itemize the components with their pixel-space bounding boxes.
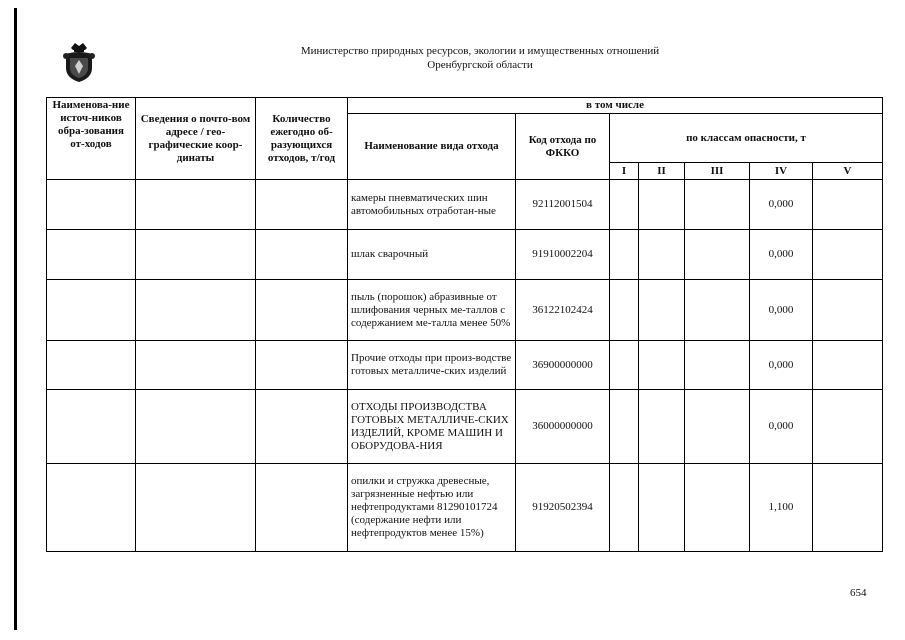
header-waste-name: Наименование вида отхода [348,114,516,180]
header-class-iii: III [685,163,750,180]
waste-name-cell: шлак сварочный [348,230,516,280]
class-iv-cell: 0,000 [750,230,813,280]
header-quantity: Количество ежегодно об-разующихся отходов, т/год [256,98,348,180]
header-fkko-code: Код отхода по ФККО [516,114,610,180]
page-number: 654 [850,587,867,599]
table-row [47,230,883,280]
ministry-line-1: Министерство природных ресурсов, экологии и имущественных отношений [300,45,660,57]
header-class-iv: IV [750,163,813,180]
class-iv-cell: 0,000 [750,180,813,230]
table-row [47,464,883,552]
class-iv-cell: 0,000 [750,390,813,464]
ministry-header [250,44,710,72]
fkko-code-cell: 91910002204 [516,230,610,280]
header-class-i: I [610,163,639,180]
ministry-line-2: Оренбургской области [427,59,533,71]
table-row [47,280,883,341]
fkko-code-cell: 36000000000 [516,390,610,464]
waste-name-cell: опилки и стружка древесные, загрязненные нефтью или нефтепродуктами 81290101724 (содержание нефти или нефтепродуктов менее 15%) [348,464,516,552]
header-address: Сведения о почто-вом адресе / гео-графические коор-динаты [136,98,256,180]
waste-name-cell: пыль (порошок) абразивные от шлифования черных ме-таллов с содержанием ме-талла менее 50% [348,280,516,341]
waste-name-cell: камеры пневматических шин автомобильных отработан-ные [348,180,516,230]
coat-of-arms-emblem-icon [62,40,96,84]
fkko-code-cell: 36900000000 [516,341,610,390]
header-hazard-classes: по классам опасности, т [610,114,883,163]
header-class-v: V [813,163,883,180]
class-iv-cell: 1,100 [750,464,813,552]
header-including: в том числе [348,98,883,114]
waste-name-cell: Прочие отходы при произ-водстве готовых металличе-ских изделий [348,341,516,390]
table-row [47,180,883,230]
fkko-code-cell: 91920502394 [516,464,610,552]
class-iv-cell: 0,000 [750,341,813,390]
fkko-code-cell: 36122102424 [516,280,610,341]
waste-table [46,97,883,552]
scan-edge-line [14,8,17,630]
header-class-ii: II [639,163,685,180]
class-iv-cell: 0,000 [750,280,813,341]
waste-name-cell: ОТХОДЫ ПРОИЗВОДСТВА ГОТОВЫХ МЕТАЛЛИЧЕ-СКИХ ИЗДЕЛИЙ, КРОМЕ МАШИН И ОБОРУДОВА-НИЯ [348,390,516,464]
table-row [47,341,883,390]
fkko-code-cell: 92112001504 [516,180,610,230]
table-row [47,390,883,464]
header-source: Наименова-ние источ-ников обра-зования от-ходов [47,98,136,180]
